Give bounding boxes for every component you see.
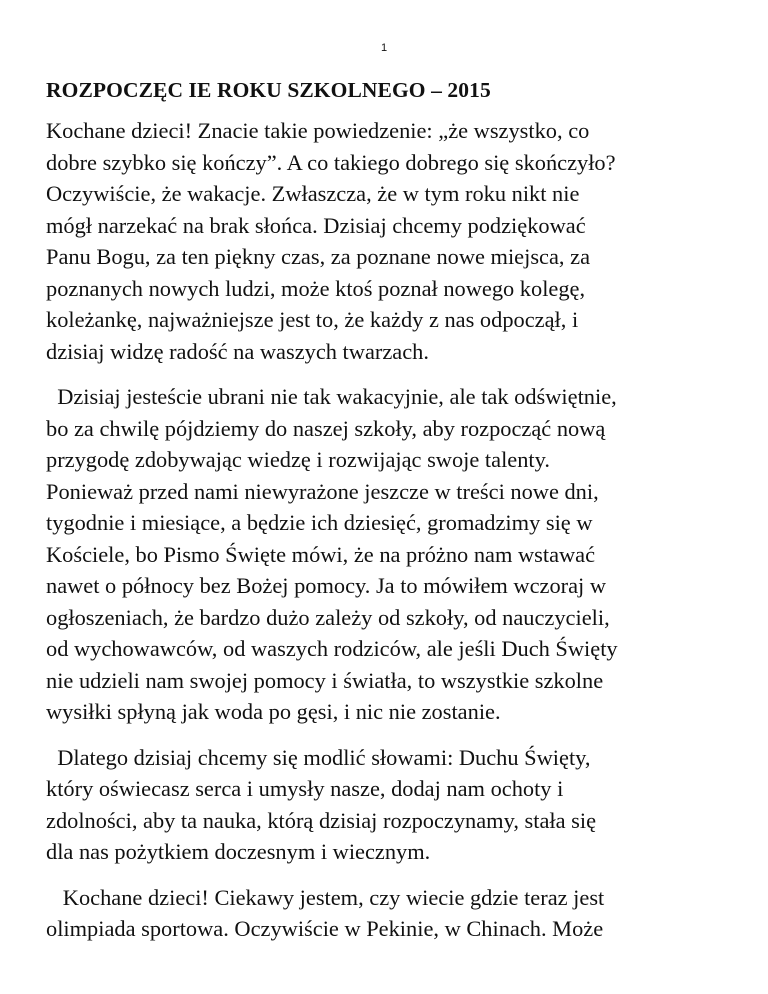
text-line: zdolności, aby ta nauka, którą dzisiaj rozpoczynamy, stała się — [46, 807, 597, 833]
text-line: tygodnie i miesiące, a będzie ich dziesięć, gromadzimy się w — [46, 510, 593, 535]
paragraph — [46, 115, 736, 367]
text-line: Panu Bogu, za ten piękny czas, za poznane nowe miejsca, za — [46, 244, 591, 269]
text-line: dobre szybko się kończy”. A co takiego dobrego się skończyło? — [46, 149, 616, 175]
text-line: poznanych nowych ludzi, może ktoś poznał nowego kolegę, — [46, 275, 586, 301]
paragraph — [46, 381, 736, 728]
text-line: nawet o północy bez Bożej pomocy. Ja to mówiłem wczoraj w — [46, 573, 607, 598]
text-line: Dzisiaj jesteście ubrani nie tak wakacyjnie, ale tak odświętnie, — [46, 384, 617, 409]
text-line: mógł narzekać na brak słońca. Dzisiaj chcemy podziękować — [46, 212, 586, 238]
text-line: olimpiada sportowa. Oczywiście w Pekinie, w Chinach. Może — [46, 916, 604, 941]
text-line: przygodę zdobywając wiedzę i rozwijając swoje talenty. — [46, 447, 550, 472]
text-line: Kochane dzieci! Znacie takie powiedzenie: „że wszystko, co — [46, 118, 590, 143]
text-line: dla nas pożytkiem doczesnym i wiecznym. — [46, 839, 431, 864]
text-line: Ponieważ przed nami niewyrażone jeszcze w treści nowe dni, — [46, 478, 599, 504]
text-line: Kochane dzieci! Ciekawy jestem, czy wiecie gdzie teraz jest — [46, 884, 605, 910]
text-line: ogłoszeniach, że bardzo dużo zależy od szkoły, od nauczycieli, — [46, 604, 610, 630]
text-line: Dlatego dzisiaj chcemy się modlić słowami: Duchu Święty, — [46, 744, 591, 770]
document-body — [46, 115, 736, 959]
text-line: nie udzieli nam swojej pomocy i światła, to wszystkie szkolne — [46, 667, 604, 693]
document-title: ROZPOCZĘC IE ROKU SZKOLNEGO – 2015 — [46, 78, 491, 102]
text-line: dzisiaj widzę radość na waszych twarzach. — [46, 338, 429, 364]
text-line: Oczywiście, że wakacje. Zwłaszcza, że w tym roku nikt nie — [46, 181, 580, 206]
text-line: wysiłki spłyną jak woda po gęsi, i nic nie zostanie. — [46, 699, 501, 724]
paragraph — [46, 742, 736, 868]
text-line: koleżankę, najważniejsze jest to, że każdy z nas odpoczął, i — [46, 307, 579, 332]
paragraph — [46, 882, 736, 945]
text-line: od wychowawców, od waszych rodziców, ale jeśli Duch Święty — [46, 636, 618, 661]
page-number: 1 — [380, 42, 388, 54]
text-line: Kościele, bo Pismo Święte mówi, że na próżno nam wstawać — [46, 541, 596, 567]
text-line: bo za chwilę pójdziemy do naszej szkoły, aby rozpocząć nową — [46, 415, 606, 441]
text-line: który oświecasz serca i umysły nasze, dodaj nam ochoty i — [46, 776, 564, 801]
